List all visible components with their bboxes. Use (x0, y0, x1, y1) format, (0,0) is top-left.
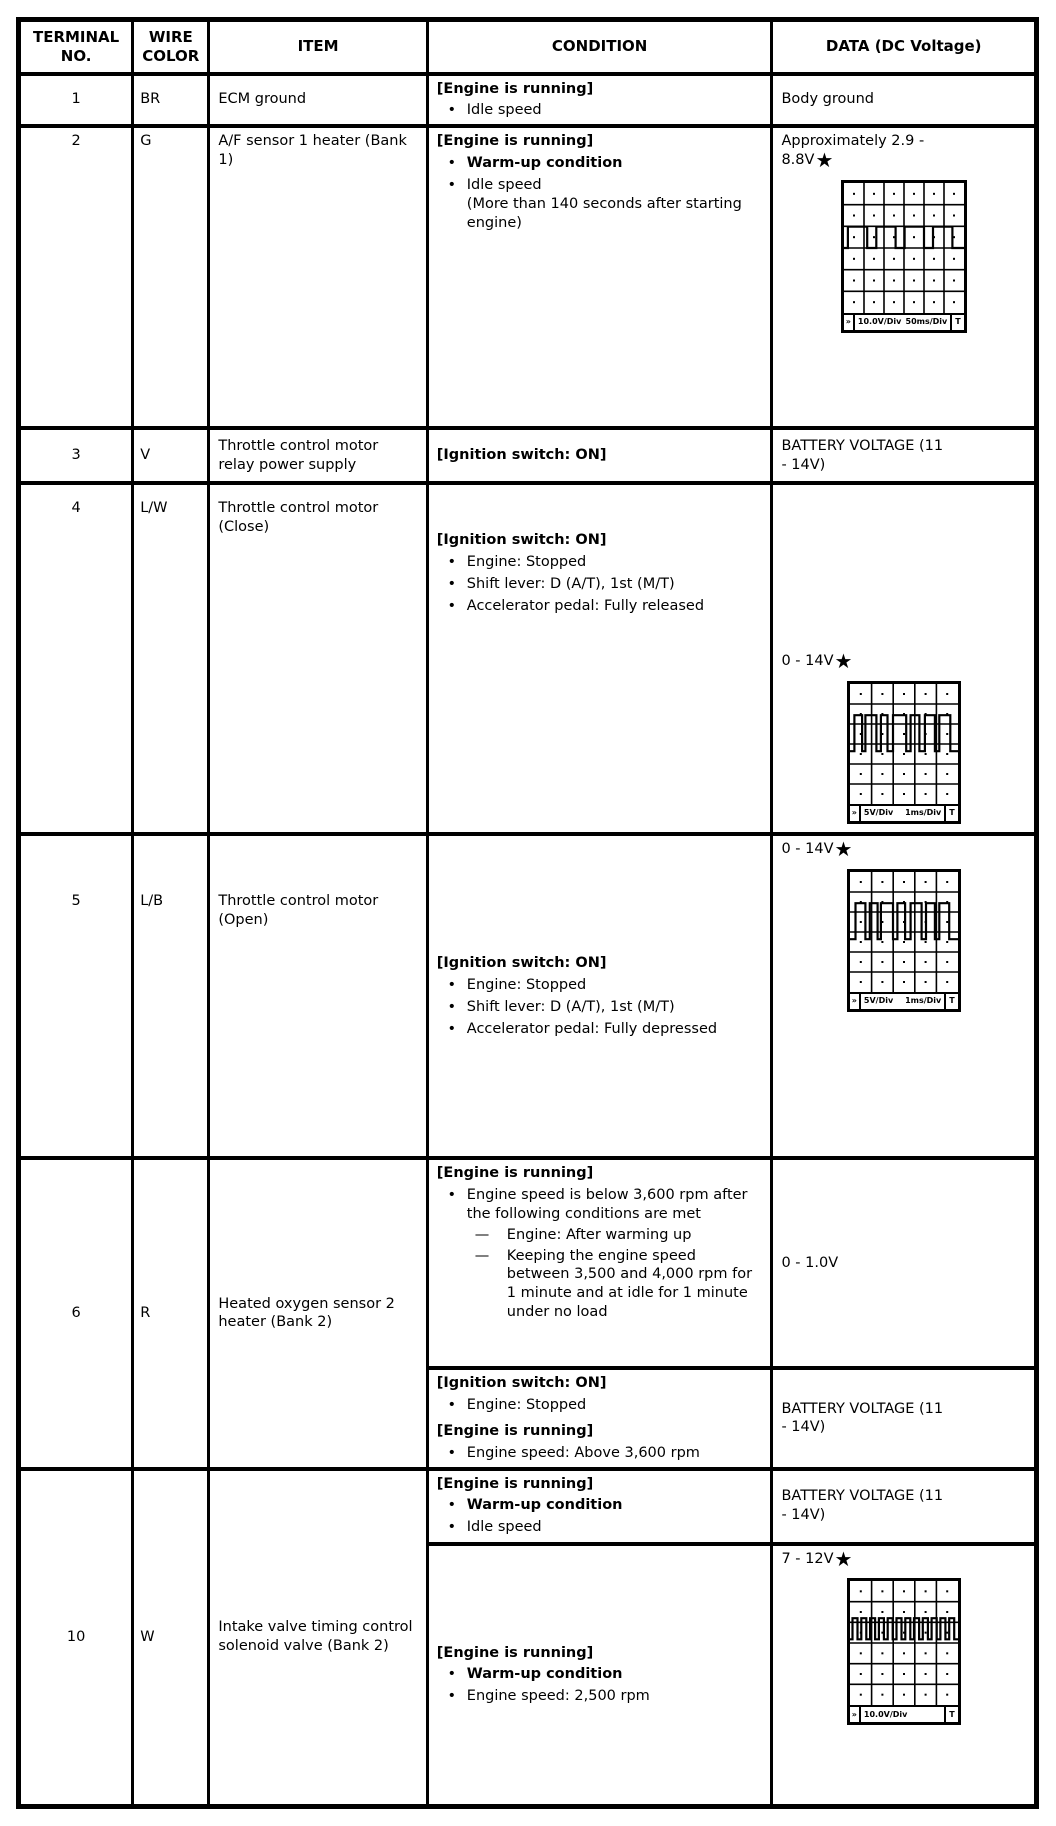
data-value (781, 649, 943, 674)
table-row (19, 126, 1037, 428)
condition-subitem (467, 1226, 763, 1245)
data-cell (772, 1544, 1037, 1807)
data-value-text: Approximately 2.9 - 8.8V (781, 133, 925, 169)
condition-bullet-text: • Shift lever: D (A/T), 1st (M/T) (466, 998, 675, 1015)
wire-color-cell: G (133, 126, 209, 428)
condition-bullet (437, 1496, 763, 1515)
terminal-no-cell: 2 (19, 126, 133, 428)
condition-bullet-text: • Warm-up condition (466, 1666, 623, 1683)
condition-bullet (437, 1444, 763, 1463)
condition-bullet-text: • Accelerator pedal: Fully released (466, 597, 705, 614)
table-row (19, 74, 1037, 127)
scope-footer (844, 313, 964, 330)
wire-color-cell: L/W (133, 483, 209, 834)
condition-header: [Engine is running] (436, 1644, 594, 1661)
condition-bullet (437, 575, 763, 594)
item-cell: A/F sensor 1 heater (Bank 1) (209, 126, 427, 428)
scope-volts-per-div: 10.0V/Div (857, 317, 902, 327)
oscilloscope-image (847, 681, 961, 824)
condition-bullet-line: Idle speed (466, 176, 542, 193)
table-row (19, 1158, 1037, 1368)
condition-bullet-note: (More than 140 seconds after starting engine) (466, 195, 742, 231)
wire-color-cell: V (133, 428, 209, 483)
terminal-no-cell: 5 (19, 834, 133, 1158)
data-value (781, 837, 943, 862)
condition-group (437, 446, 763, 465)
condition-cell (427, 1544, 772, 1807)
terminal-no-cell: 10 (19, 1469, 133, 1807)
condition-group (437, 80, 763, 121)
condition-bullet (437, 101, 763, 120)
table-row (19, 1469, 1037, 1544)
data-value: 0 - 1.0V (781, 1254, 839, 1271)
condition-cell (427, 483, 772, 834)
condition-header: [Engine is running] (436, 1422, 594, 1439)
star-icon: ★ (834, 837, 853, 862)
condition-bullet (437, 1186, 763, 1322)
data-cell (772, 1158, 1037, 1368)
condition-bullet (437, 1396, 763, 1415)
condition-subitem-text: — Keeping the engine speed between 3,500 and 4,000 rpm for 1 minute and at idle for 1 minute under no load (506, 1247, 753, 1321)
item-cell: ECM ground (209, 74, 427, 127)
scope-footer (850, 1705, 958, 1722)
condition-header: [Ignition switch: ON] (436, 532, 607, 549)
condition-bullet-text: • Engine: Stopped (466, 976, 587, 993)
condition-bullet-line: Engine speed is below 3,600 rpm after the following conditions are met (466, 1187, 748, 1222)
terminal-no-cell: 6 (19, 1158, 133, 1468)
condition-subitem-text: — Engine: After warming up (506, 1226, 692, 1243)
condition-group (437, 1422, 763, 1463)
condition-bullet (437, 1020, 763, 1039)
scope-trigger-label: T (944, 806, 957, 821)
data-cell (772, 74, 1037, 127)
wire-color-cell: L/B (133, 834, 209, 1158)
condition-bullet-text: • Engine: Stopped (466, 554, 587, 571)
data-value: Body ground (781, 91, 874, 108)
scope-time-per-div: 50ms/Div (905, 317, 948, 327)
data-value-text: 0 - 14V (781, 653, 834, 670)
scope-time-per-div: 1ms/Div (905, 996, 942, 1006)
condition-bullet-text: • Engine speed: 2,500 rpm (466, 1688, 650, 1705)
terminal-no-cell: 4 (19, 483, 133, 834)
col-header-item: ITEM (209, 20, 427, 74)
condition-bullet-text: • Engine speed: Above 3,600 rpm (466, 1444, 700, 1461)
condition-group (437, 954, 763, 1038)
condition-group (437, 531, 763, 615)
data-value-text: 7 - 12V (781, 1550, 834, 1567)
wire-color-cell: W (133, 1469, 209, 1807)
data-value: BATTERY VOLTAGE (11 - 14V) (781, 1400, 944, 1436)
condition-group (437, 1374, 763, 1415)
condition-cell (427, 428, 772, 483)
condition-cell (427, 1469, 772, 1544)
condition-header: [Engine is running] (436, 133, 594, 150)
condition-header: [Ignition switch: ON] (436, 1375, 607, 1392)
condition-header: [Engine is running] (436, 1165, 594, 1182)
oscilloscope-image (847, 1578, 961, 1725)
terminal-no-cell: 1 (19, 74, 133, 127)
col-header-data: DATA (DC Voltage) (772, 20, 1037, 74)
condition-bullet-text: • Accelerator pedal: Fully depressed (466, 1020, 718, 1037)
col-header-wire-color: WIRE COLOR (133, 20, 209, 74)
condition-bullet-text: • Warm-up condition (466, 155, 623, 172)
condition-bullet-text: • Engine: Stopped (466, 1397, 587, 1414)
wire-color-cell: BR (133, 74, 209, 127)
condition-subitem (467, 1247, 763, 1322)
condition-bullet (437, 1518, 763, 1537)
condition-header: [Ignition switch: ON] (436, 955, 607, 971)
data-cell (772, 834, 1037, 1158)
item-cell: Heated oxygen sensor 2 heater (Bank 2) (209, 1158, 427, 1468)
terminal-no-cell: 3 (19, 428, 133, 483)
oscilloscope-image (841, 180, 967, 333)
condition-bullet (437, 1687, 763, 1706)
condition-group (437, 1475, 763, 1538)
data-cell (772, 483, 1037, 834)
scope-marker-icon: » (844, 315, 855, 330)
condition-group (437, 1644, 763, 1707)
table-row (19, 483, 1037, 834)
scope-marker-icon: » (850, 994, 861, 1009)
col-header-condition: CONDITION (427, 20, 772, 74)
table-row (19, 834, 1037, 1158)
condition-bullet-text: • Warm-up condition (466, 1497, 623, 1514)
condition-bullet (437, 176, 763, 233)
scope-footer (850, 804, 958, 821)
condition-cell (427, 126, 772, 428)
data-value-text: 0 - 14V (781, 841, 834, 858)
condition-bullet (437, 553, 763, 572)
wire-color-cell: R (133, 1158, 209, 1468)
data-value (781, 1546, 943, 1571)
item-cell: Throttle control motor relay power supply (209, 428, 427, 483)
oscilloscope-image (847, 869, 961, 1012)
condition-cell (427, 1158, 772, 1368)
scope-footer (850, 992, 958, 1009)
scope-trigger-label: T (944, 994, 957, 1009)
item-cell: Throttle control motor (Close) (209, 483, 427, 834)
scope-time-per-div: 1ms/Div (905, 808, 942, 818)
condition-group (437, 132, 763, 232)
data-cell (772, 1368, 1037, 1468)
star-icon: ★ (834, 649, 853, 674)
scope-trigger-label: T (944, 1707, 957, 1722)
col-header-terminal-no: TERMINAL NO. (19, 20, 133, 74)
condition-bullet (437, 976, 763, 995)
condition-bullet-text (467, 1186, 763, 1322)
scope-marker-icon: » (850, 806, 861, 821)
item-cell: Throttle control motor (Open) (209, 834, 427, 1158)
condition-bullet (437, 1665, 763, 1684)
condition-group (437, 1164, 763, 1322)
scope-volts-per-div: 5V/Div (863, 996, 894, 1006)
scope-volts-per-div: 5V/Div (863, 808, 894, 818)
condition-header: [Ignition switch: ON] (436, 447, 607, 464)
condition-cell (427, 1368, 772, 1468)
data-cell (772, 1469, 1037, 1544)
condition-bullet-text: • Shift lever: D (A/T), 1st (M/T) (466, 575, 675, 592)
condition-cell (427, 834, 772, 1158)
condition-header: [Engine is running] (436, 1475, 594, 1492)
table-header-row (19, 20, 1037, 74)
data-value: BATTERY VOLTAGE (11 - 14V) (781, 1488, 944, 1524)
condition-cell (427, 74, 772, 127)
condition-bullet-text (467, 176, 763, 233)
scope-trigger-label: T (950, 315, 963, 330)
condition-bullet (437, 154, 763, 173)
ecm-terminal-voltage-table (16, 17, 1039, 1809)
star-icon: ★ (834, 1546, 853, 1571)
condition-header: [Engine is running] (436, 80, 594, 97)
condition-bullet-text: • Idle speed (466, 102, 542, 119)
condition-bullet-text: • Idle speed (466, 1519, 542, 1536)
data-value (781, 132, 943, 173)
star-icon: ★ (815, 148, 834, 173)
condition-bullet (437, 597, 763, 616)
data-cell (772, 126, 1037, 428)
condition-bullet (437, 998, 763, 1017)
data-value: BATTERY VOLTAGE (11 - 14V) (781, 437, 944, 473)
item-cell: Intake valve timing control solenoid valve (Bank 2) (209, 1469, 427, 1807)
scope-marker-icon: » (850, 1707, 861, 1722)
scope-volts-per-div: 10.0V/Div (863, 1709, 908, 1719)
table-row (19, 428, 1037, 483)
data-cell (772, 428, 1037, 483)
